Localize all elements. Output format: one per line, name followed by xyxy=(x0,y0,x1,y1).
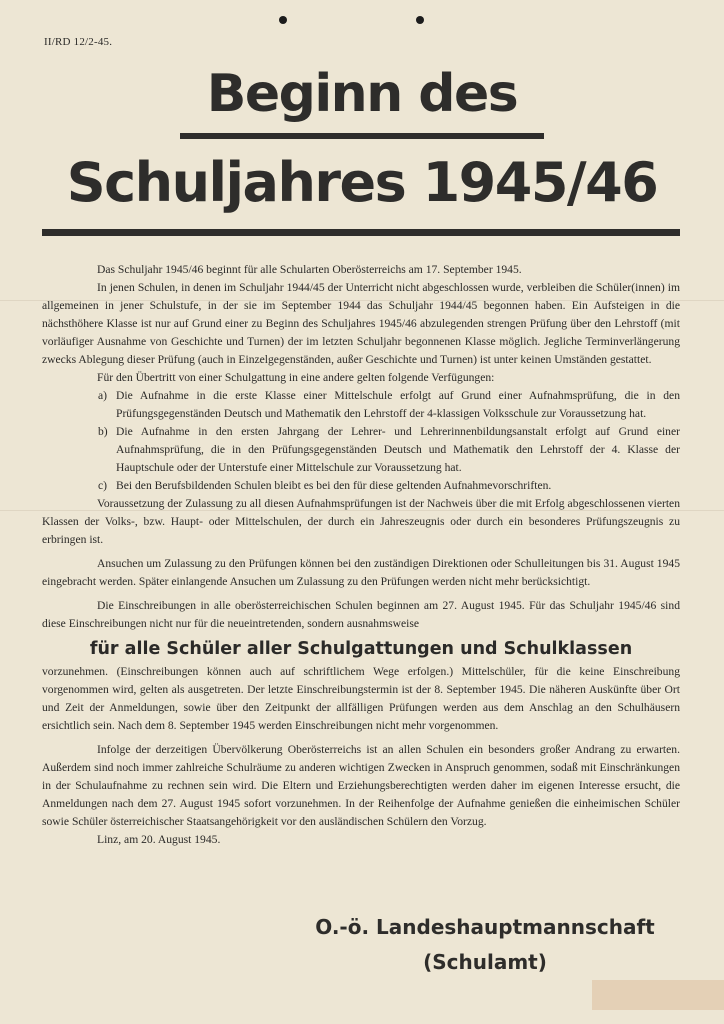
emphasis-line: für alle Schüler aller Schulgattungen und Schulklassen xyxy=(89,639,633,659)
list-marker: a) xyxy=(98,389,108,402)
title-line-1: Beginn des xyxy=(206,64,518,124)
paragraph: In jenen Schulen, in denen im Schuljahr 1944/45 der Unterricht nicht abgeschlossen wurde, verbleiben die Schüler(innen) im allgemeinen in jener Schulstufe, in der sie im September 1944 das Schuljahr 1944/45 begonnen haben. Ein Aufsteigen in die nächsthöhere Klasse ist nur auf Grund einer zu Beginn des Schuljahres 1945/46 abzulegenden strengen Prüfung über den Lehrstoff (mit vorläufiger Ausnahme von Geschichte und Turnen) der im letzten Schuljahr begonnenen Klasse möglich. Jegliche Terminverlängerung zwecks Ablegung dieser Prüfung (auch in Einzelgegenständen, außer Geschichte und Turnen) ist unter keinen Umständen gestattet. xyxy=(42,281,680,366)
paragraph: Infolge der derzeitigen Übervölkerung Oberösterreichs ist an allen Schulen ein besonders großer Andrang zu erwarten. Außerdem sind noch immer zahlreiche Schulräume zu anderen wichtigen Zwecken in Anspruch genommen, sodaß mit Einschränkungen in der Schulaufnahme zu rechnen sein wird. Die Eltern und Erziehungsberechtigten werden daher im eigenen Interesse ersucht, die Anmeldungen nach dem 27. August 1945 sofort vorzunehmen. In der Reihenfolge der Aufnahme genießen die einheimischen Schüler sowie Schüler österreichischer Staatsangehörigkeit vor den ausländischen Schülern den Vorzug. xyxy=(42,743,680,828)
body-text xyxy=(42,261,680,849)
title-underline-2 xyxy=(42,229,680,236)
punch-hole xyxy=(279,16,287,24)
list-item xyxy=(42,387,680,423)
paragraph: Ansuchen um Zulassung zu den Prüfungen können bei den zuständigen Direktionen oder Schulleitungen bis 31. August 1945 eingebracht werden. Später einlangende Ansuchen um Zulassung zu den Prüfungen werden nicht mehr berücksichtigt. xyxy=(42,557,680,588)
signature-authority: O.-ö. Landeshauptmannschaft xyxy=(315,915,655,939)
list-marker: b) xyxy=(98,425,108,438)
list-item-text: Die Aufnahme in den ersten Jahrgang der Lehrer- und Lehrerinnenbildungsanstalt erfolgt auf Grund einer Aufnahmsprüfung, die in den Prüfungsgegenständen Deutsch und Mathematik den Lehrstoff der 4. Klasse der Hauptschule oder der Unterstufe einer Mittelschule zur Voraussetzung hat. xyxy=(116,425,680,474)
punch-hole xyxy=(416,16,424,24)
place-date: Linz, am 20. August 1945. xyxy=(97,833,221,846)
paragraph: Die Einschreibungen in alle oberösterreichischen Schulen beginnen am 27. August 1945. Für das Schuljahr 1945/46 sind diese Einschreibungen nicht nur für die neueintretenden, sondern ausnahmsweise xyxy=(42,599,680,630)
list-marker: c) xyxy=(98,479,108,492)
paragraph: vorzunehmen. (Einschreibungen können auch auf schriftlichem Wege erfolgen.) Mittelschüler, für die keine Einschreibung vorgenommen wird, gelten als ausgetreten. Der letzte Einschreibungstermin ist der 8. September 1945. Die näheren Auskünfte über Ort und Zeit der Anmeldungen, sowie über den Zeitpunkt der allfälligen Prüfungen werden aus dem Anschlag an den Schulhäusern ersichtlich sein. Nach dem 8. September 1945 werden Einschreibungen nicht mehr vorgenommen. xyxy=(42,665,680,732)
list-item xyxy=(42,477,680,495)
title-underline-1 xyxy=(180,133,544,139)
provisions-list xyxy=(42,387,680,495)
reference-number: II/RD 12/2-45. xyxy=(44,36,113,48)
list-item-text: Die Aufnahme in die erste Klasse einer Mittelschule erfolgt auf Grund einer Aufnahmsprüfung, die in den Prüfungsgegenständen Deutsch und Mathematik den Lehrstoff der 4-klassigen Volksschule zur Voraussetzung hat. xyxy=(116,389,680,420)
signature-department: (Schulamt) xyxy=(423,950,547,974)
paragraph: Voraussetzung der Zulassung zu all diesen Aufnahmsprüfungen ist der Nachweis über die mit Erfolg abgeschlossenen vierten Klassen der Volks-, bzw. Haupt- oder Mittelschulen, der durch ein Jahreszeugnis oder durch ein besonderes Prüfungszeugnis zu erbringen ist. xyxy=(42,497,680,546)
paragraph: Das Schuljahr 1945/46 beginnt für alle Schularten Oberösterreichs am 17. September 1945. xyxy=(97,263,522,276)
title-line-2: Schuljahres 1945/46 xyxy=(66,151,658,214)
list-item xyxy=(42,423,680,477)
tape-strip xyxy=(592,980,724,1010)
list-item-text: Bei den Berufsbildenden Schulen bleibt es bei den für diese geltenden Aufnahmevorschriften. xyxy=(116,479,552,492)
paragraph: Für den Übertritt von einer Schulgattung in eine andere gelten folgende Verfügungen: xyxy=(97,371,495,384)
